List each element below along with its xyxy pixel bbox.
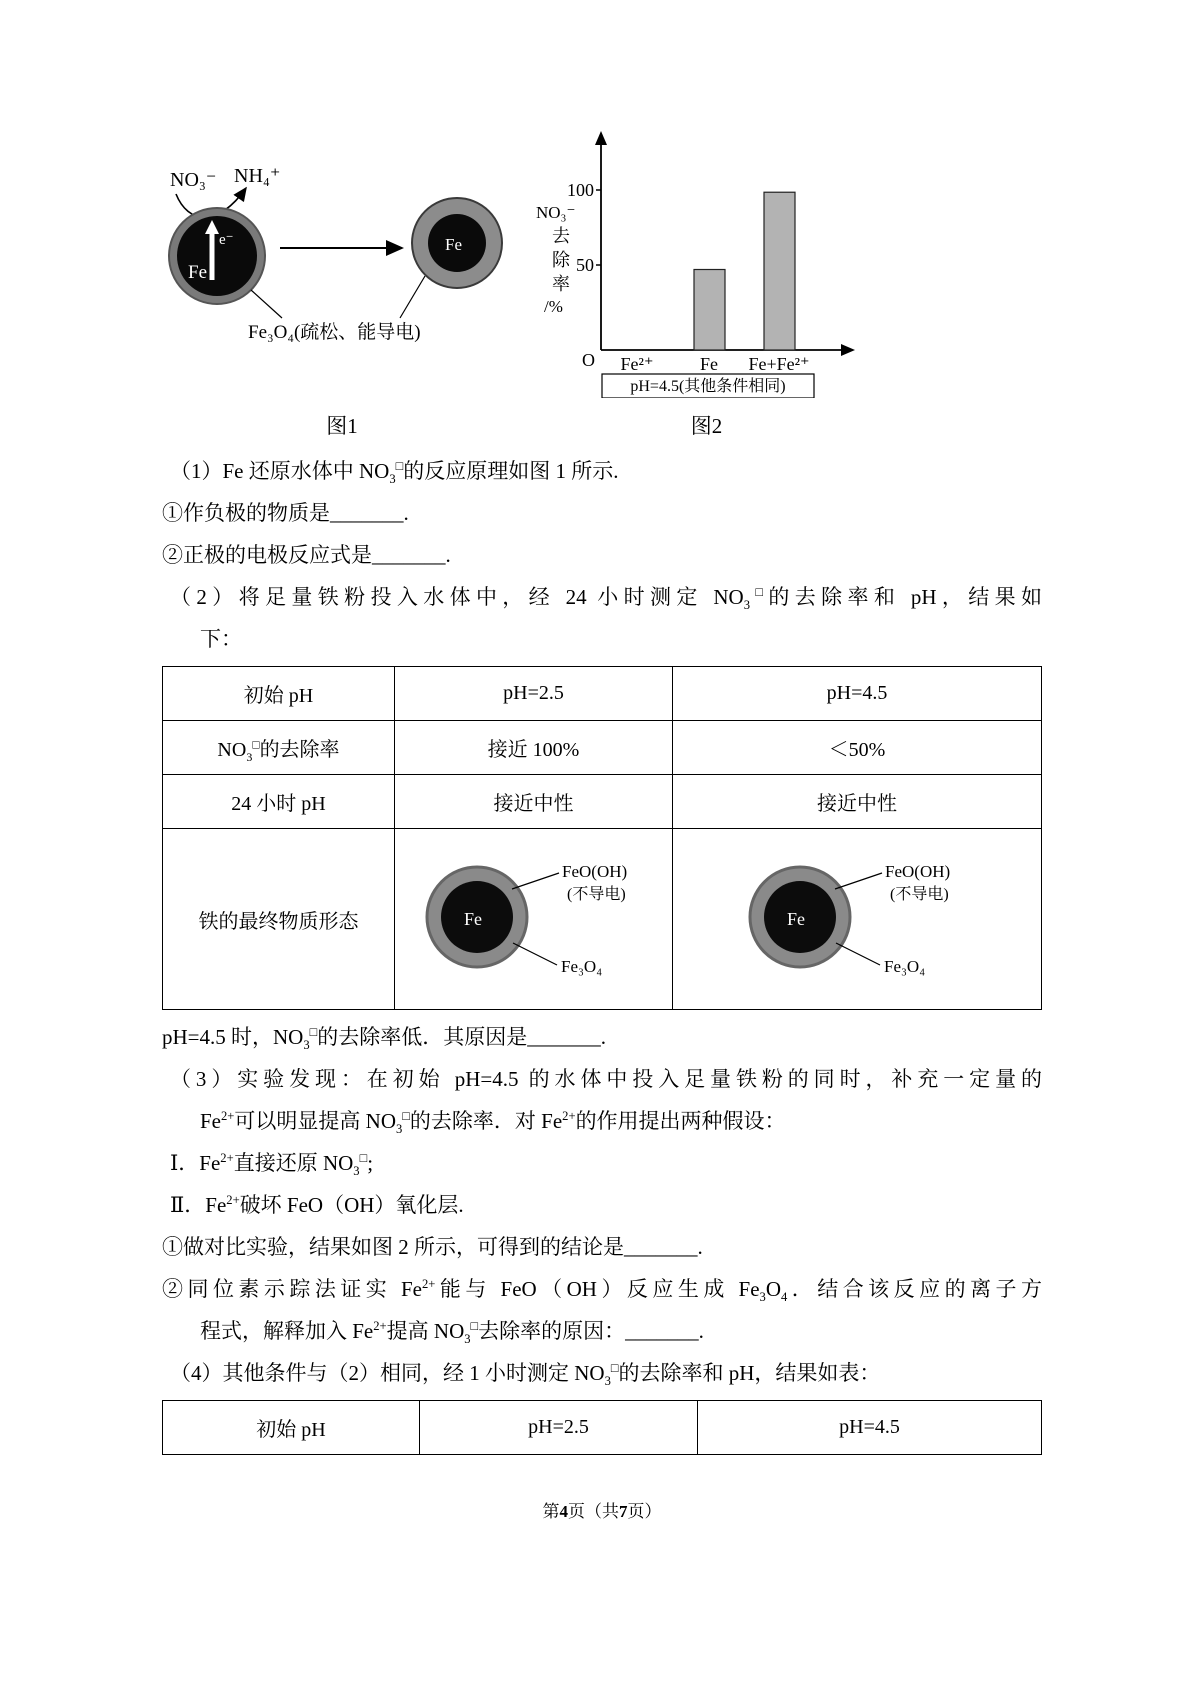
svg-text:Fe: Fe	[700, 354, 718, 374]
para-q3-line1: （3）实验发现：在初始 pH=4.5 的水体中投入足量铁粉的同时，补充一定量的	[170, 1067, 1042, 1091]
feooh-pointer	[512, 873, 559, 889]
fe-core-label: Fe	[787, 909, 805, 929]
para-q3-sub1-blank: ①做对比实验，结果如图 2 所示，可得到的结论是_______.	[162, 1235, 703, 1259]
para-q1-sub2-blank: ②正极的电极反应式是_______.	[162, 543, 451, 567]
figure-2-canvas	[534, 128, 879, 398]
svg-text:pH=4.5(其他条件相同): pH=4.5(其他条件相同)	[630, 378, 786, 395]
table-removal-1h	[162, 1400, 1042, 1455]
svg-text:Fe²⁺: Fe²⁺	[620, 354, 654, 374]
figure-2-bar-chart	[534, 128, 879, 440]
bar-fe	[694, 270, 725, 351]
table-cell: 24 小时 pH	[163, 775, 395, 829]
para-q2-line1: （2）将足量铁粉投入水体中，经 24 小时测定 $NO_3^□$的去除率和 pH，结果如	[170, 585, 1042, 613]
page-footer: 第4页（共7页）	[542, 1502, 662, 1521]
svg-text:去: 去	[552, 226, 570, 246]
table-cell-final-state-ph25	[395, 829, 673, 1010]
fe3o4-pointer	[836, 943, 880, 965]
y-tick-50: 50	[576, 255, 594, 275]
figure-1-diagram	[162, 128, 522, 440]
electron-label: e⁻	[219, 232, 234, 248]
table-row	[163, 667, 1042, 721]
fe3o4-label: Fe₃O₄	[560, 957, 602, 976]
origin-label: O	[582, 350, 595, 370]
feooh-pointer	[835, 873, 882, 889]
para-q1-sub1-blank: ①作负极的物质是_______.	[162, 501, 409, 525]
condition-note	[602, 374, 814, 398]
para-ph45-reason-blank: pH=4.5 时，$NO_3^□$的去除率低．其原因是_______.	[162, 1025, 606, 1053]
table-cell: 接近 100%	[395, 721, 673, 775]
table-cell: 接近中性	[673, 775, 1042, 829]
figure-1-caption: 图1	[326, 414, 358, 438]
svg-text:率: 率	[552, 274, 570, 294]
coating-pointer-left	[251, 290, 282, 318]
coating-pointer-right	[400, 276, 425, 318]
fe-core-label: Fe	[463, 909, 482, 929]
para-q4: （4）其他条件与（2）相同，经 1 小时测定 $NO_3^□$的去除率和 pH，结果如表：	[170, 1361, 881, 1389]
table-cell: 接近中性	[395, 775, 673, 829]
table-cell-final-state-ph45	[673, 829, 1042, 1010]
svg-text:Fe+Fe²⁺: Fe+Fe²⁺	[748, 354, 810, 374]
table-row	[163, 829, 1042, 1010]
fe3o4-label: Fe₃O₄	[884, 957, 926, 976]
fe-left-label: Fe	[188, 262, 207, 283]
feooh-label: FeO(OH)	[885, 862, 951, 881]
table-cell: 初始 pH	[163, 667, 395, 721]
para-q3-sub2-line1: ②同位素示踪法证实 $Fe^{2+}$能与 FeO（OH）反应生成 $Fe_3O_4$．结合该反应的离子方	[162, 1277, 1043, 1305]
table-cell: pH=4.5	[698, 1401, 1042, 1455]
fe-particle-final	[409, 841, 659, 991]
svg-text:/%: /%	[544, 297, 563, 316]
para-q3-sub2-line2: 程式，解释加入 $Fe^{2+}$提高 $NO_3^□$去除率的原因：_______.	[200, 1319, 704, 1347]
feooh-label: FeO(OH)	[561, 862, 627, 881]
table-cell: 初始 pH	[163, 1401, 420, 1455]
fe-right-label: Fe	[445, 235, 462, 254]
question-body	[162, 456, 1042, 1455]
figure-2-caption: 图2	[690, 414, 723, 438]
fe3o4-pointer	[513, 943, 557, 965]
fe-particle-final	[732, 841, 982, 991]
para-q1: （1）Fe 还原水体中 $NO_3^□$的反应原理如图 1 所示.	[170, 459, 619, 487]
para-q2-line2: 下：	[200, 627, 242, 651]
y-tick-100: 100	[567, 180, 594, 200]
nonconductive-label: (不导电)	[566, 886, 626, 903]
table-cell: pH=2.5	[420, 1401, 698, 1455]
table-cell: ＜50%	[673, 721, 1042, 775]
x-category-labels	[621, 354, 810, 374]
para-q3-line2: $Fe^{2+}$可以明显提高 $NO_3^□$的去除率．对 $Fe^{2+}$的作用提出两种假设：	[200, 1109, 786, 1137]
svg-text:NO₃⁻: NO₃⁻	[536, 203, 576, 222]
table-row	[163, 775, 1042, 829]
table-row	[163, 1401, 1042, 1455]
fe3o4-coating-label: Fe₃O₄(疏松、能导电)	[248, 322, 421, 343]
table-cell: 铁的最终物质形态	[163, 829, 395, 1010]
table-cell: $NO_3^□$的去除率	[163, 721, 395, 775]
nonconductive-label: (不导电)	[890, 886, 949, 903]
figures-row	[162, 128, 1042, 440]
table-row	[163, 721, 1042, 775]
table-cell: pH=4.5	[673, 667, 1042, 721]
x-axis-arrow	[841, 344, 855, 356]
hypothesis-1: Ⅰ．$Fe^{2+}$直接还原 $NO_3^□$;	[170, 1151, 374, 1179]
no3-label: NO₃⁻	[170, 169, 217, 191]
fe-particle-after	[412, 198, 502, 288]
fe-particle-before	[169, 208, 265, 304]
svg-text:除: 除	[552, 250, 570, 270]
table-removal-24h	[162, 666, 1042, 1010]
table-cell: pH=2.5	[395, 667, 673, 721]
hypothesis-2: Ⅱ．$Fe^{2+}$破坏 FeO（OH）氧化层.	[170, 1193, 464, 1217]
nh4-label: NH₄⁺	[234, 165, 281, 187]
figure-1-canvas	[162, 128, 522, 398]
y-axis-label	[536, 203, 575, 316]
bar-fe-fe2plus	[764, 192, 795, 350]
y-axis-arrow	[595, 131, 607, 145]
